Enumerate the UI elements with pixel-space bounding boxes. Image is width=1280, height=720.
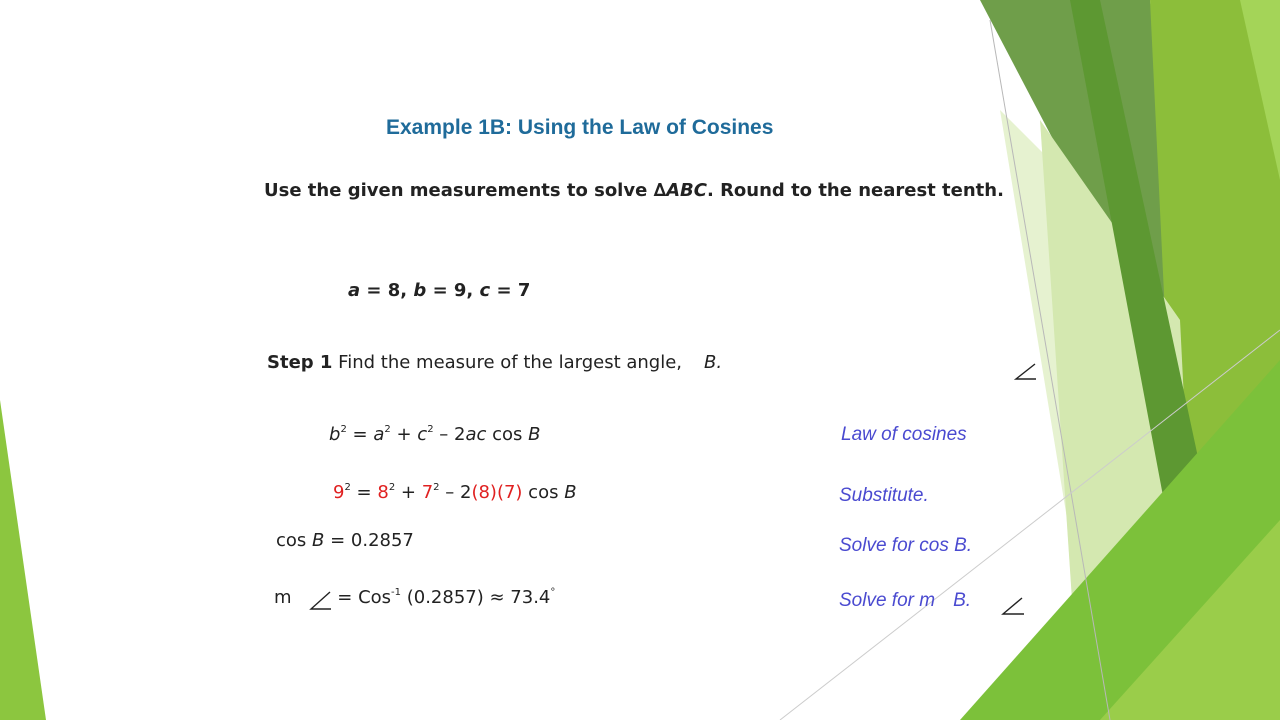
triangle-label: ∆ABC [653, 180, 707, 201]
given-a-value: = 8, [360, 280, 414, 301]
note-law-of-cosines: Law of cosines [841, 424, 967, 445]
instruction-pre: Use the given measurements to solve [264, 180, 654, 201]
eq1-b-exp: 2 [340, 424, 347, 435]
note-solve-angle [839, 590, 971, 612]
eq2-9: 9 [333, 482, 345, 503]
left-green-sliver [0, 400, 46, 720]
angle-icon [1000, 594, 1026, 618]
eq2-minus: – 2 [439, 482, 472, 503]
cos-b-result [276, 530, 414, 551]
given-c-value: = 7 [490, 280, 531, 301]
instruction-post: . Round to the nearest tenth. [706, 180, 1004, 201]
substituted-equation [333, 482, 577, 503]
eq2-plus: + [395, 482, 422, 503]
eq2-B: B [564, 482, 577, 503]
angle-icon [1014, 362, 1038, 382]
note-substitute: Substitute. [839, 485, 929, 506]
law-of-cosines-equation [329, 424, 541, 445]
eq2-7-exp: 2 [433, 482, 440, 493]
eq4-cos-inverse: = Cos [331, 587, 392, 608]
eq1-equals: = [346, 424, 374, 445]
eq2-args: (8)(7) [471, 482, 523, 503]
step-1-text [267, 352, 722, 373]
step-var: B. [704, 352, 723, 373]
eq3-B: B [312, 530, 325, 551]
eq4-degree: ° [550, 587, 556, 598]
eq1-a: a [373, 424, 385, 445]
note-solve-m-post: B. [953, 590, 972, 611]
var-a: a [348, 280, 361, 301]
eq4-exp: -1 [391, 587, 402, 598]
eq1-cos: cos [486, 424, 529, 445]
given-b-value: = 9, [426, 280, 480, 301]
eq2-8-exp: 2 [388, 482, 396, 493]
slide-title: Example 1B: Using the Law of Cosines [386, 116, 774, 139]
eq2-cos: cos [522, 482, 565, 503]
eq1-B: B [528, 424, 541, 445]
note-solve-cos: Solve for cos B. [839, 535, 973, 556]
eq2-9-exp: 2 [344, 482, 351, 493]
eq1-minus: – 2 [433, 424, 466, 445]
instruction-text [264, 180, 1004, 201]
step-description: Find the measure of the largest angle, [332, 352, 683, 373]
eq2-equals: = [350, 482, 378, 503]
eq1-ac: ac [465, 424, 487, 445]
note-solve-m-pre: Solve for m [839, 590, 936, 611]
eq4-value: (0.2857) ≈ 73.4 [401, 587, 551, 608]
eq3-cos: cos [276, 530, 313, 551]
eq1-b: b [329, 424, 341, 445]
eq3-value: = 0.2857 [324, 530, 414, 551]
eq1-plus: + [390, 424, 418, 445]
eq1-c-exp: 2 [427, 424, 434, 435]
given-values [348, 280, 530, 301]
eq1-c: c [417, 424, 428, 445]
eq2-7: 7 [421, 482, 434, 503]
angle-icon [309, 590, 333, 612]
var-c: c [479, 280, 491, 301]
eq1-a-exp: 2 [384, 424, 391, 435]
eq2-8: 8 [377, 482, 389, 503]
eq4-m: m [274, 587, 292, 608]
var-b: b [413, 280, 427, 301]
step-label: Step 1 [267, 352, 333, 373]
